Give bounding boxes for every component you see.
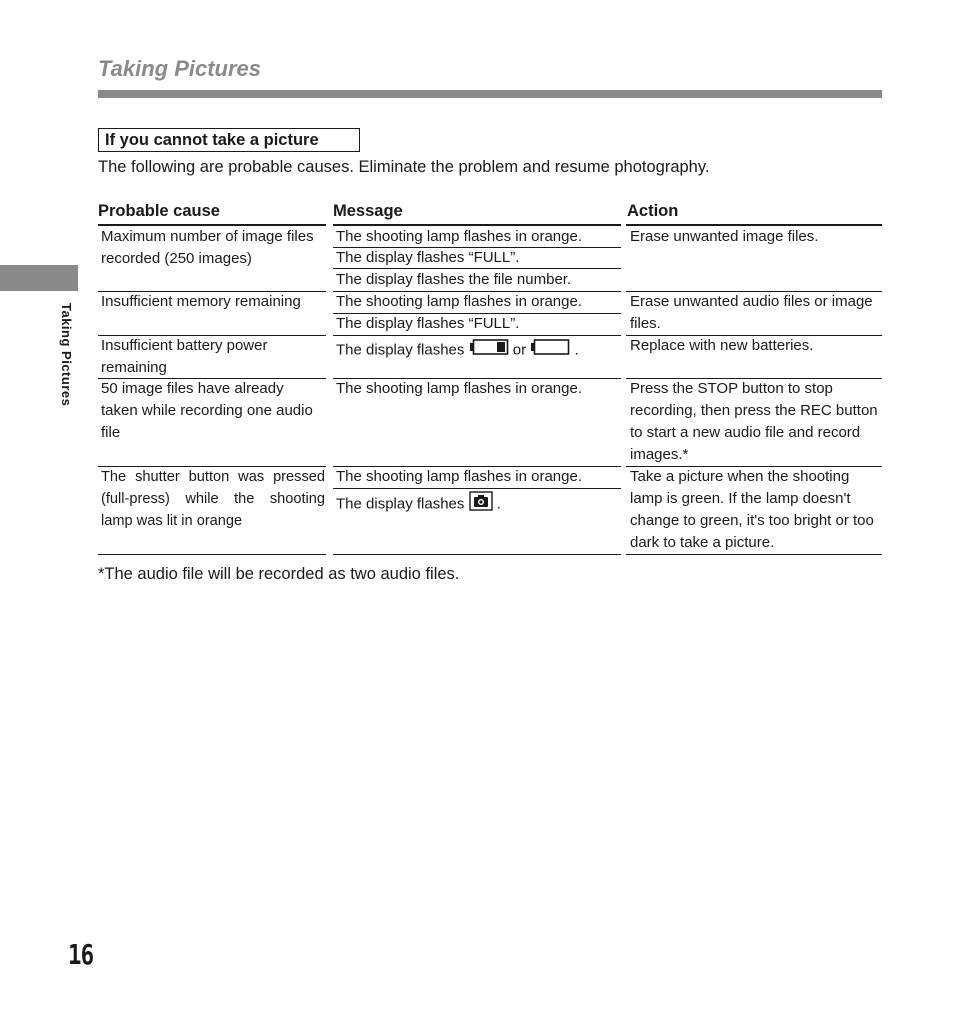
row1-message-2: The display flashes “FULL”. bbox=[336, 249, 520, 266]
row3-message-suffix: . bbox=[574, 341, 579, 359]
row5-message-1: The shooting lamp flashes in orange. bbox=[336, 468, 582, 485]
page-number: 16 bbox=[68, 938, 94, 971]
footnote: *The audio file will be recorded as two audio files. bbox=[98, 565, 460, 583]
row2-message-1: The shooting lamp flashes in orange. bbox=[336, 293, 582, 310]
side-tab-marker bbox=[0, 265, 78, 291]
row3-message-prefix: The display flashes bbox=[336, 341, 465, 359]
row4-message: The shooting lamp flashes in orange. bbox=[336, 380, 582, 397]
row1-message-3: The display flashes the file number. bbox=[336, 271, 572, 288]
row2-action: Erase unwanted audio files or image files. bbox=[630, 293, 873, 332]
row3-cause: Insufficient battery power remaining bbox=[101, 337, 268, 376]
row3-message bbox=[336, 338, 579, 363]
section-title: If you cannot take a picture bbox=[98, 128, 360, 152]
header-message: Message bbox=[333, 202, 403, 220]
row3-message-joiner: or bbox=[512, 341, 527, 359]
heading-rule bbox=[98, 90, 882, 98]
row5-message-2 bbox=[336, 491, 501, 518]
battery-empty-icon bbox=[530, 338, 570, 363]
row5-cause: The shutter button was pressed (full-press) while the shooting lamp was lit in orange bbox=[101, 469, 325, 529]
row5-message-prefix: The display flashes bbox=[336, 495, 465, 513]
row1-cause: Maximum number of image files recorded (250 images) bbox=[101, 228, 314, 267]
header-action: Action bbox=[627, 202, 679, 220]
page-heading: Taking Pictures bbox=[98, 56, 262, 81]
row1-action: Erase unwanted image files. bbox=[630, 228, 819, 245]
row2-message-2: The display flashes “FULL”. bbox=[336, 315, 520, 332]
row1-message-1: The shooting lamp flashes in orange. bbox=[336, 228, 582, 245]
row2-cause: Insufficient memory remaining bbox=[101, 293, 301, 310]
row4-action: Press the STOP button to stop recording, then press the REC button to start a new audio file and record images.* bbox=[630, 380, 878, 463]
table-bottom-rule bbox=[626, 554, 882, 555]
section-intro: The following are probable causes. Eliminate the problem and resume photography. bbox=[98, 158, 710, 176]
header-cause: Probable cause bbox=[98, 202, 220, 220]
battery-low-icon bbox=[469, 338, 509, 363]
table-bottom-rule bbox=[333, 554, 621, 555]
row5-message-divider bbox=[333, 488, 621, 489]
row5-action: Take a picture when the shooting lamp is green. If the lamp doesn't change to green, it's too bright or too dark to take a picture. bbox=[630, 468, 874, 551]
row-divider bbox=[333, 335, 621, 336]
table-bottom-rule bbox=[98, 554, 326, 555]
row5-message-suffix: . bbox=[496, 495, 501, 513]
row3-action: Replace with new batteries. bbox=[630, 337, 814, 354]
row4-cause: 50 image files have already taken while recording one audio file bbox=[101, 380, 313, 441]
camera-icon bbox=[469, 491, 493, 518]
side-tab-label: Taking Pictures bbox=[59, 303, 74, 407]
